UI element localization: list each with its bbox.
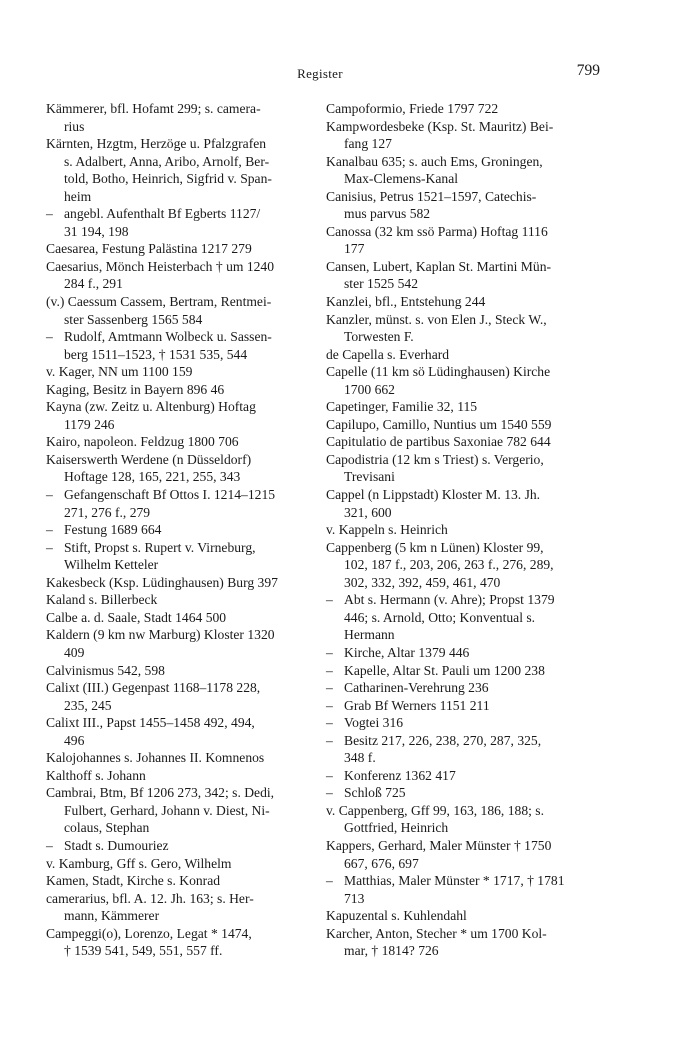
index-entry-line: de Capella s. Everhard — [326, 346, 450, 362]
index-entry — [326, 539, 588, 592]
index-entry-line: Caesarea, Festung Palästina 1217 279 — [46, 241, 252, 257]
index-entry-line: Kaland s. Billerbeck — [46, 592, 158, 608]
index-entry-line: 1179 246 — [64, 416, 115, 432]
index-entry-line: Kaging, Besitz in Bayern 896 46 — [46, 381, 225, 397]
index-entry-line: – Kapelle, Altar St. Pauli um 1200 238 — [326, 662, 588, 680]
index-entry-line: – Matthias, Maler Münster * 1717, † 1781 — [326, 872, 588, 890]
index-entry — [326, 591, 588, 644]
index-entry — [46, 925, 308, 960]
index-entry — [46, 784, 308, 837]
index-entry-line: Campeggi(o), Lorenzo, Legat * 1474, — [46, 925, 252, 941]
index-entry — [46, 433, 308, 451]
index-entry-line: Kärnten, Hzgtm, Herzöge u. Pfalzgrafen — [46, 136, 267, 152]
index-entry — [326, 802, 588, 837]
index-entry — [326, 697, 588, 715]
index-entry-line: 302, 332, 392, 459, 461, 470 — [344, 574, 501, 590]
running-title: Register — [297, 66, 343, 81]
index-entry — [326, 644, 588, 662]
index-entry — [46, 855, 308, 873]
index-entry-line: rius — [64, 118, 85, 134]
index-entry-line: colaus, Stephan — [64, 820, 150, 836]
index-entry — [326, 223, 588, 258]
index-entry-line: – Vogtei 316 — [326, 714, 588, 732]
index-entry — [46, 293, 308, 328]
index-entry — [326, 311, 588, 346]
index-entry — [46, 591, 308, 609]
index-entry-line: mar, † 1814? 726 — [344, 943, 439, 959]
index-entry — [46, 872, 308, 890]
index-entry-line: Gottfried, Heinrich — [344, 820, 449, 836]
index-entry — [326, 714, 588, 732]
index-entry — [326, 293, 588, 311]
index-entry-line: (v.) Caessum Cassem, Bertram, Rentmei- — [46, 294, 272, 310]
index-entry-line: Kalthoff s. Johann — [46, 767, 146, 783]
index-entry — [326, 679, 588, 697]
index-entry — [326, 346, 588, 364]
index-entry — [46, 521, 308, 539]
index-entry-line: v. Kappeln s. Heinrich — [326, 522, 448, 538]
index-entry-line: Wilhelm Ketteler — [64, 557, 159, 573]
index-entry-line: – Konferenz 1362 417 — [326, 767, 588, 785]
index-entry-line: Cappel (n Lippstadt) Kloster M. 13. Jh. — [326, 487, 541, 503]
index-entry-line: 446; s. Arnold, Otto; Konventual s. — [344, 609, 536, 625]
index-entry-line: – Catharinen-Verehrung 236 — [326, 679, 588, 697]
index-entry-line: 496 — [64, 732, 85, 748]
index-entry-line: 409 — [64, 644, 85, 660]
index-entry-line: Kampwordesbeke (Ksp. St. Mauritz) Bei- — [326, 118, 554, 134]
index-entry-line: Canisius, Petrus 1521–1597, Catechis- — [326, 188, 537, 204]
index-entry-line: Calvinismus 542, 598 — [46, 662, 165, 678]
index-entry-line: Fulbert, Gerhard, Johann v. Diest, Ni- — [64, 802, 270, 818]
index-entry-line: – Stift, Propst s. Rupert v. Virneburg, — [46, 539, 308, 557]
index-entry — [326, 188, 588, 223]
index-entry-line: Canossa (32 km ssö Parma) Hoftag 1116 — [326, 223, 548, 239]
index-entry-line: – Abt s. Hermann (v. Ahre); Propst 1379 — [326, 591, 588, 609]
index-entry-line: Kanzlei, bfl., Entstehung 244 — [326, 294, 486, 310]
index-entry — [326, 837, 588, 872]
index-entry-line: Capetinger, Familie 32, 115 — [326, 399, 478, 415]
index-entry-line: – Gefangenschaft Bf Ottos I. 1214–1215 — [46, 486, 308, 504]
index-entry-line: 31 194, 198 — [64, 223, 129, 239]
index-entry-line: Cansen, Lubert, Kaplan St. Martini Mün- — [326, 258, 552, 274]
index-entry-line: Kalojohannes s. Johannes II. Komnenos — [46, 750, 265, 766]
index-entry — [46, 398, 308, 433]
index-entry-line: Capelle (11 km sö Lüdinghausen) Kirche — [326, 364, 551, 380]
index-entry-line: – Festung 1689 664 — [46, 521, 308, 539]
index-entry — [46, 662, 308, 680]
index-entry-line: Capitulatio de partibus Saxoniae 782 644 — [326, 434, 551, 450]
index-entry-line: Hermann — [344, 627, 395, 643]
index-entry-line: Capodistria (12 km s Triest) s. Vergerio, — [326, 451, 544, 467]
index-entry-line: Capilupo, Camillo, Nuntius um 1540 559 — [326, 416, 552, 432]
index-entry — [326, 363, 588, 398]
index-entry — [46, 539, 308, 574]
index-entry-line: v. Kager, NN um 1100 159 — [46, 364, 193, 380]
index-entry-line: fang 127 — [344, 136, 392, 152]
index-entry-line: Kanalbau 635; s. auch Ems, Groningen, — [326, 153, 543, 169]
index-entry — [326, 433, 588, 451]
page-number: 799 — [576, 62, 600, 79]
index-entry-line: Kayna (zw. Zeitz u. Altenburg) Hoftag — [46, 399, 256, 415]
index-entry-line: Karcher, Anton, Stecher * um 1700 Kol- — [326, 925, 547, 941]
index-entry — [326, 872, 588, 907]
index-column-right — [326, 100, 588, 960]
index-entry-line: told, Botho, Heinrich, Sigfrid v. Span- — [64, 171, 272, 187]
index-entry-line: 348 f. — [344, 750, 376, 766]
index-entry-line: – Kirche, Altar 1379 446 — [326, 644, 588, 662]
index-column-left — [46, 100, 308, 960]
index-entry-line: Hoftage 128, 165, 221, 255, 343 — [64, 469, 241, 485]
index-entry-line: Calixt (III.) Gegenpast 1168–1178 228, — [46, 680, 261, 696]
index-entry-line: 321, 600 — [344, 504, 392, 520]
index-entry-line: 102, 187 f., 203, 206, 263 f., 276, 289, — [344, 557, 554, 573]
index-entry-line: 713 — [344, 890, 365, 906]
index-entry-line: – Schloß 725 — [326, 784, 588, 802]
index-entry-line: v. Kamburg, Gff s. Gero, Wilhelm — [46, 855, 232, 871]
index-entry-line: Kaiserswerth Werdene (n Düsseldorf) — [46, 451, 252, 467]
index-entry — [46, 240, 308, 258]
index-entry-line: Caesarius, Mönch Heisterbach † um 1240 — [46, 258, 275, 274]
index-entry — [326, 258, 588, 293]
index-entry-line: Kappers, Gerhard, Maler Münster † 1750 — [326, 837, 552, 853]
index-entry — [46, 679, 308, 714]
index-entry — [46, 626, 308, 661]
index-entry-line: Torwesten F. — [344, 329, 414, 345]
index-entry-line: 667, 676, 697 — [344, 855, 419, 871]
index-entry-line: ster Sassenberg 1565 584 — [64, 311, 203, 327]
index-entry — [326, 662, 588, 680]
index-entry — [326, 486, 588, 521]
index-entry-line: Campoformio, Friede 1797 722 — [326, 101, 499, 116]
index-entry-line: ster 1525 542 — [344, 276, 419, 292]
index-entry-line: Calixt III., Papst 1455–1458 492, 494, — [46, 715, 255, 731]
index-entry — [46, 381, 308, 399]
index-entry — [326, 732, 588, 767]
index-entry-line: Kamen, Stadt, Kirche s. Konrad — [46, 873, 221, 889]
index-entry-line: † 1539 541, 549, 551, 557 ff. — [64, 943, 223, 959]
index-entry-line: Cappenberg (5 km n Lünen) Kloster 99, — [326, 539, 544, 555]
index-entry — [46, 486, 308, 521]
index-entry — [46, 714, 308, 749]
index-entry-line: berg 1511–1523, † 1531 535, 544 — [64, 346, 248, 362]
index-entry — [326, 451, 588, 486]
index-entry-line: mus parvus 582 — [344, 206, 431, 222]
index-entry — [46, 890, 308, 925]
index-entry — [46, 205, 308, 240]
index-entry — [46, 767, 308, 785]
index-entry-line: – Besitz 217, 226, 238, 270, 287, 325, — [326, 732, 588, 750]
index-entry-line: 177 — [344, 241, 365, 257]
index-entry — [46, 837, 308, 855]
index-entry — [326, 907, 588, 925]
index-entry-line: 271, 276 f., 279 — [64, 504, 151, 520]
index-entry — [46, 258, 308, 293]
index-entry — [326, 416, 588, 434]
index-entry — [46, 328, 308, 363]
index-entry — [46, 574, 308, 592]
index-entry — [326, 153, 588, 188]
index-entry-line: – angebl. Aufenthalt Bf Egberts 1127/ — [46, 205, 308, 223]
index-entry — [326, 118, 588, 153]
index-entry — [326, 925, 588, 960]
index-entry-line: – Grab Bf Werners 1151 211 — [326, 697, 588, 715]
index-entry-line: s. Adalbert, Anna, Aribo, Arnolf, Ber- — [64, 153, 270, 169]
index-entry-line: Kämmerer, bfl. Hofamt 299; s. camera- — [46, 101, 261, 116]
index-entry-line: Calbe a. d. Saale, Stadt 1464 500 — [46, 609, 227, 625]
index-entry-line: Cambrai, Btm, Bf 1206 273, 342; s. Dedi, — [46, 785, 275, 801]
index-entry — [326, 767, 588, 785]
index-entry-line: Kapuzental s. Kuhlendahl — [326, 908, 467, 924]
index-entry-line: heim — [64, 188, 92, 204]
index-entry — [46, 749, 308, 767]
index-entry-line: – Rudolf, Amtmann Wolbeck u. Sassen- — [46, 328, 308, 346]
index-entry — [46, 609, 308, 627]
index-entry — [46, 135, 308, 205]
index-entry-line: Kaldern (9 km nw Marburg) Kloster 1320 — [46, 627, 275, 643]
index-entry-line: Kanzler, münst. s. von Elen J., Steck W., — [326, 311, 547, 327]
index-entry-line: – Stadt s. Dumouriez — [46, 837, 308, 855]
index-entry-line: Kakesbeck (Ksp. Lüdinghausen) Burg 397 — [46, 574, 278, 590]
index-entry — [326, 521, 588, 539]
index-entry-line: 284 f., 291 — [64, 276, 123, 292]
index-entry — [326, 784, 588, 802]
index-entry-line: v. Cappenberg, Gff 99, 163, 186, 188; s. — [326, 802, 544, 818]
index-entry-line: Kairo, napoleon. Feldzug 1800 706 — [46, 434, 239, 450]
index-entry-line: camerarius, bfl. A. 12. Jh. 163; s. Her- — [46, 890, 254, 906]
index-entry — [46, 363, 308, 381]
index-entry-line: Max-Clemens-Kanal — [344, 171, 459, 187]
index-entry — [326, 100, 588, 118]
index-entry — [46, 100, 308, 135]
index-entry — [326, 398, 588, 416]
index-entry — [46, 451, 308, 486]
index-entry-line: 1700 662 — [344, 381, 395, 397]
page-header — [40, 62, 600, 84]
index-entry-line: 235, 245 — [64, 697, 112, 713]
index-entry-line: mann, Kämmerer — [64, 908, 160, 924]
index-entry-line: Trevisani — [344, 469, 395, 485]
